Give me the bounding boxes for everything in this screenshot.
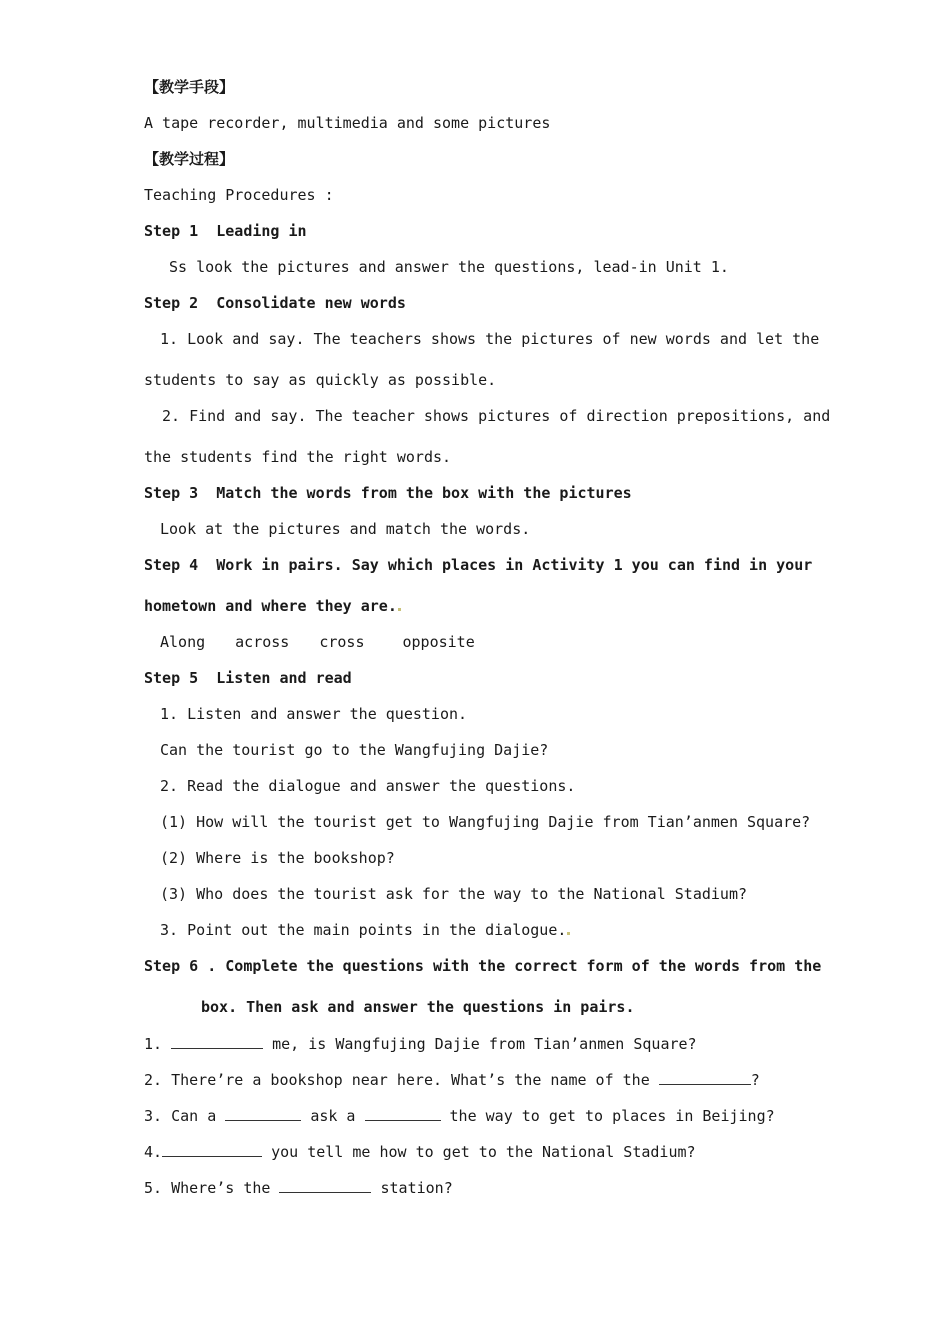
step2-title: Step 2 Consolidate new words — [144, 294, 406, 312]
teaching-process-heading: 【教学过程】 — [144, 150, 235, 168]
step1-title: Step 1 Leading in — [144, 222, 307, 240]
step5-question3: (3) Who does the tourist ask for the way to the National Stadium? — [160, 885, 747, 903]
word-across: across — [235, 633, 290, 651]
word-cross: cross — [319, 633, 365, 651]
mark-dot — [567, 932, 570, 935]
step3-title: Step 3 Match the words from the box with the pictures — [144, 484, 632, 502]
step5-line1: 1. Listen and answer the question. — [160, 705, 468, 723]
exercise-3 — [144, 1106, 775, 1125]
teaching-means-heading: 【教学手段】 — [144, 78, 235, 96]
teaching-means-text: A tape recorder, multimedia and some pictures — [144, 114, 551, 132]
step2-item1-line2: students to say as quickly as possible. — [144, 371, 497, 389]
step4-word-list — [160, 633, 475, 651]
step6-title-line1: Step 6 . Complete the questions with the correct form of the words from the — [144, 957, 822, 975]
answer-blank[interactable] — [171, 1034, 263, 1049]
exercise-5-text: 5. Where’s the — [144, 1179, 271, 1197]
word-along: Along — [160, 633, 206, 651]
answer-blank[interactable] — [225, 1106, 301, 1121]
step5-line4 — [160, 921, 570, 939]
procedures-title: Teaching Procedures : — [144, 186, 334, 204]
exercise-2 — [144, 1070, 760, 1089]
answer-blank[interactable] — [659, 1070, 751, 1085]
step5-line3: 2. Read the dialogue and answer the questions. — [160, 777, 576, 795]
exercise-3-text: 3. Can a — [144, 1107, 217, 1125]
step5-question2: (2) Where is the bookshop? — [160, 849, 395, 867]
step1-text: Ss look the pictures and answer the questions, lead-in Unit 1. — [169, 258, 729, 276]
step3-text: Look at the pictures and match the words. — [160, 520, 531, 538]
mark-dot — [398, 608, 401, 611]
step6-title-line2: box. Then ask and answer the questions in pairs. — [201, 998, 635, 1016]
exercise-1-number: 1. — [144, 1035, 163, 1053]
step5-question1: (1) How will the tourist get to Wangfujing Dajie from Tian’anmen Square? — [160, 813, 811, 831]
exercise-3-mid: ask a — [310, 1107, 356, 1125]
step2-item2-line1: 2. Find and say. The teacher shows pictures of direction prepositions, and — [162, 407, 831, 425]
word-opposite: opposite — [402, 633, 475, 651]
step4-title-line2-text: hometown and where they are. — [144, 597, 397, 615]
answer-blank[interactable] — [365, 1106, 441, 1121]
exercise-1 — [144, 1034, 697, 1053]
exercise-1-text: me, is Wangfujing Dajie from Tian’anmen Square? — [272, 1035, 697, 1053]
exercise-2-text: 2. There’re a bookshop near here. What’s the name of the — [144, 1071, 650, 1089]
exercise-5-end: station? — [380, 1179, 453, 1197]
answer-blank[interactable] — [279, 1178, 371, 1193]
answer-blank[interactable] — [162, 1142, 262, 1157]
exercise-4 — [144, 1142, 696, 1161]
step4-title-line2 — [144, 597, 401, 615]
step2-item2-line2: the students find the right words. — [144, 448, 452, 466]
exercise-5 — [144, 1178, 453, 1197]
exercise-2-end: ? — [750, 1071, 760, 1089]
exercise-4-number: 4. — [144, 1143, 163, 1161]
step2-item1-line1: 1. Look and say. The teachers shows the pictures of new words and let the — [160, 330, 820, 348]
step4-title-line1: Step 4 Work in pairs. Say which places in Activity 1 you can find in your — [144, 556, 813, 574]
step5-line2: Can the tourist go to the Wangfujing Dajie? — [160, 741, 549, 759]
step5-title: Step 5 Listen and read — [144, 669, 352, 687]
exercise-3-end: the way to get to places in Beijing? — [449, 1107, 775, 1125]
step5-line4-text: 3. Point out the main points in the dialogue. — [160, 921, 567, 939]
exercise-4-text: you tell me how to get to the National Stadium? — [271, 1143, 696, 1161]
